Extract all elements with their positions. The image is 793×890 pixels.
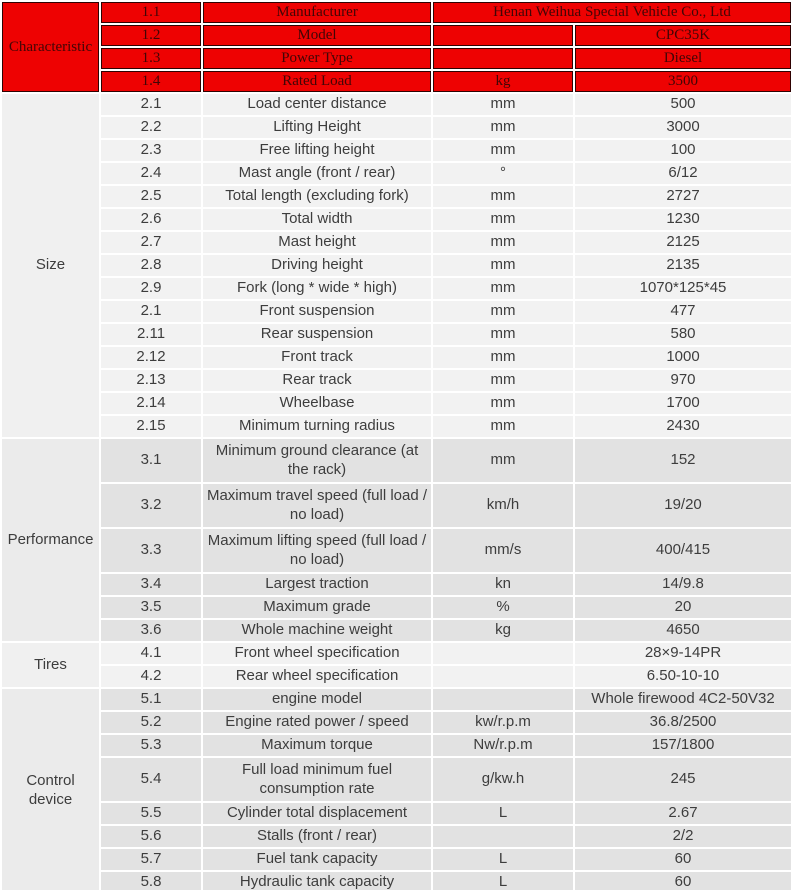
row-number-cell: 3.1 [101,439,201,482]
row-number-cell: 2.15 [101,416,201,437]
row-number-cell: 2.14 [101,393,201,414]
parameter-cell: Wheelbase [203,393,431,414]
parameter-cell: Maximum torque [203,735,431,756]
spec-row-size-2.13 [2,370,791,391]
value-cell: 1700 [575,393,791,414]
spec-row-size-2.1 [2,301,791,322]
row-number-cell: 1.1 [101,2,201,23]
unit-cell: Nw/r.p.m [433,735,573,756]
value-cell: 3500 [575,71,791,92]
parameter-cell: Rated Load [203,71,431,92]
row-number-cell: 2.3 [101,140,201,161]
parameter-cell: Fuel tank capacity [203,849,431,870]
spec-row-size-2.12 [2,347,791,368]
unit-cell: mm [433,140,573,161]
parameter-cell: Power Type [203,48,431,69]
parameter-cell: Maximum lifting speed (full load / no load) [203,529,431,572]
value-cell: 6/12 [575,163,791,184]
unit-cell: mm [433,301,573,322]
value-cell: Henan Weihua Special Vehicle Co., Ltd [433,2,791,23]
unit-cell: L [433,872,573,890]
spec-row-control-device-5.3 [2,735,791,756]
unit-cell [433,666,573,687]
spec-row-control-device-5.1 [2,689,791,710]
spec-row-performance-3.6 [2,620,791,641]
row-number-cell: 4.2 [101,666,201,687]
value-cell: 36.8/2500 [575,712,791,733]
row-number-cell: 5.1 [101,689,201,710]
row-number-cell: 2.9 [101,278,201,299]
row-number-cell: 3.2 [101,484,201,527]
parameter-cell: Front track [203,347,431,368]
spec-row-size-2.8 [2,255,791,276]
category-cell-tires: Tires [2,643,99,687]
row-number-cell: 2.11 [101,324,201,345]
value-cell: 4650 [575,620,791,641]
parameter-cell: Largest traction [203,574,431,595]
value-cell: 100 [575,140,791,161]
spec-row-size-2.9 [2,278,791,299]
spec-row-size-2.2 [2,117,791,138]
parameter-cell: Hydraulic tank capacity [203,872,431,890]
value-cell: 6.50-10-10 [575,666,791,687]
value-cell: 14/9.8 [575,574,791,595]
unit-cell: mm [433,347,573,368]
unit-cell: mm [433,370,573,391]
spec-row-size-2.5 [2,186,791,207]
value-cell: 2727 [575,186,791,207]
spec-row-control-device-5.8 [2,872,791,890]
spec-row-tires-4.1 [2,643,791,664]
parameter-cell: Front wheel specification [203,643,431,664]
category-cell-size: Size [2,94,99,437]
value-cell: 580 [575,324,791,345]
value-cell: 2125 [575,232,791,253]
unit-cell: mm [433,278,573,299]
row-number-cell: 2.7 [101,232,201,253]
parameter-cell: Minimum turning radius [203,416,431,437]
row-number-cell: 2.6 [101,209,201,230]
value-cell: 20 [575,597,791,618]
row-number-cell: 5.4 [101,758,201,801]
spec-row-performance-3.1 [2,439,791,482]
parameter-cell: Whole machine weight [203,620,431,641]
value-cell: Diesel [575,48,791,69]
row-number-cell: 5.7 [101,849,201,870]
value-cell: 60 [575,872,791,890]
parameter-cell: Rear suspension [203,324,431,345]
value-cell: 1230 [575,209,791,230]
row-number-cell: 2.1 [101,94,201,115]
unit-cell: kn [433,574,573,595]
unit-cell: L [433,803,573,824]
row-number-cell: 2.4 [101,163,201,184]
unit-cell: mm/s [433,529,573,572]
spec-table-body [2,2,791,890]
spec-row-size-2.7 [2,232,791,253]
value-cell: 152 [575,439,791,482]
row-number-cell: 3.6 [101,620,201,641]
value-cell: 60 [575,849,791,870]
value-cell: 2135 [575,255,791,276]
row-number-cell: 3.5 [101,597,201,618]
parameter-cell: Mast height [203,232,431,253]
parameter-cell: Model [203,25,431,46]
spec-row-characteristic-1.1 [2,2,791,23]
spec-row-control-device-5.2 [2,712,791,733]
value-cell: 2.67 [575,803,791,824]
unit-cell: km/h [433,484,573,527]
unit-cell: mm [433,393,573,414]
value-cell: 400/415 [575,529,791,572]
parameter-cell: Maximum travel speed (full load / no load) [203,484,431,527]
unit-cell [433,643,573,664]
parameter-cell: Maximum grade [203,597,431,618]
spec-row-size-2.3 [2,140,791,161]
row-number-cell: 5.8 [101,872,201,890]
parameter-cell: Free lifting height [203,140,431,161]
row-number-cell: 1.2 [101,25,201,46]
row-number-cell: 4.1 [101,643,201,664]
unit-cell: kg [433,620,573,641]
unit-cell: % [433,597,573,618]
spec-row-size-2.11 [2,324,791,345]
category-cell-control-device: Control device [2,689,99,890]
parameter-cell: Full load minimum fuel consumption rate [203,758,431,801]
value-cell: 1070*125*45 [575,278,791,299]
spec-row-size-2.15 [2,416,791,437]
parameter-cell: Stalls (front / rear) [203,826,431,847]
row-number-cell: 2.1 [101,301,201,322]
row-number-cell: 2.12 [101,347,201,368]
unit-cell: kw/r.p.m [433,712,573,733]
unit-cell: mm [433,324,573,345]
parameter-cell: Total length (excluding fork) [203,186,431,207]
parameter-cell: Driving height [203,255,431,276]
value-cell: 28×9-14PR [575,643,791,664]
unit-cell: kg [433,71,573,92]
unit-cell [433,689,573,710]
unit-cell: L [433,849,573,870]
value-cell: 19/20 [575,484,791,527]
value-cell: CPC35K [575,25,791,46]
parameter-cell: Cylinder total displacement [203,803,431,824]
row-number-cell: 2.5 [101,186,201,207]
spec-row-performance-3.2 [2,484,791,527]
unit-cell: mm [433,232,573,253]
spec-row-control-device-5.6 [2,826,791,847]
parameter-cell: Rear track [203,370,431,391]
spec-row-control-device-5.4 [2,758,791,801]
parameter-cell: Rear wheel specification [203,666,431,687]
spec-row-characteristic-1.2 [2,25,791,46]
value-cell: 1000 [575,347,791,368]
spec-row-size-2.1 [2,94,791,115]
parameter-cell: Front suspension [203,301,431,322]
row-number-cell: 5.5 [101,803,201,824]
value-cell: 477 [575,301,791,322]
value-cell: 3000 [575,117,791,138]
row-number-cell: 5.3 [101,735,201,756]
spec-row-characteristic-1.3 [2,48,791,69]
unit-cell: mm [433,439,573,482]
spec-row-control-device-5.7 [2,849,791,870]
row-number-cell: 5.6 [101,826,201,847]
unit-cell: ° [433,163,573,184]
row-number-cell: 1.3 [101,48,201,69]
spec-row-performance-3.5 [2,597,791,618]
unit-cell: mm [433,255,573,276]
value-cell: Whole firewood 4C2-50V32 [575,689,791,710]
parameter-cell: Manufacturer [203,2,431,23]
value-cell: 2430 [575,416,791,437]
value-cell: 2/2 [575,826,791,847]
parameter-cell: Total width [203,209,431,230]
value-cell: 245 [575,758,791,801]
row-number-cell: 1.4 [101,71,201,92]
spec-row-size-2.6 [2,209,791,230]
unit-cell: mm [433,186,573,207]
unit-cell [433,25,573,46]
unit-cell [433,826,573,847]
unit-cell: mm [433,209,573,230]
parameter-cell: Lifting Height [203,117,431,138]
value-cell: 970 [575,370,791,391]
row-number-cell: 2.2 [101,117,201,138]
row-number-cell: 3.4 [101,574,201,595]
parameter-cell: Engine rated power / speed [203,712,431,733]
parameter-cell: engine model [203,689,431,710]
value-cell: 500 [575,94,791,115]
spec-row-size-2.4 [2,163,791,184]
parameter-cell: Fork (long * wide * high) [203,278,431,299]
unit-cell [433,48,573,69]
spec-row-performance-3.3 [2,529,791,572]
row-number-cell: 2.13 [101,370,201,391]
value-cell: 157/1800 [575,735,791,756]
spec-row-performance-3.4 [2,574,791,595]
spec-row-tires-4.2 [2,666,791,687]
parameter-cell: Mast angle (front / rear) [203,163,431,184]
unit-cell: mm [433,416,573,437]
category-cell-characteristic: Characteristic [2,2,99,92]
unit-cell: mm [433,94,573,115]
unit-cell: mm [433,117,573,138]
category-cell-performance: Performance [2,439,99,641]
row-number-cell: 2.8 [101,255,201,276]
row-number-cell: 5.2 [101,712,201,733]
parameter-cell: Load center distance [203,94,431,115]
spec-row-control-device-5.5 [2,803,791,824]
parameter-cell: Minimum ground clearance (at the rack) [203,439,431,482]
spec-row-size-2.14 [2,393,791,414]
row-number-cell: 3.3 [101,529,201,572]
spec-row-characteristic-1.4 [2,71,791,92]
unit-cell: g/kw.h [433,758,573,801]
